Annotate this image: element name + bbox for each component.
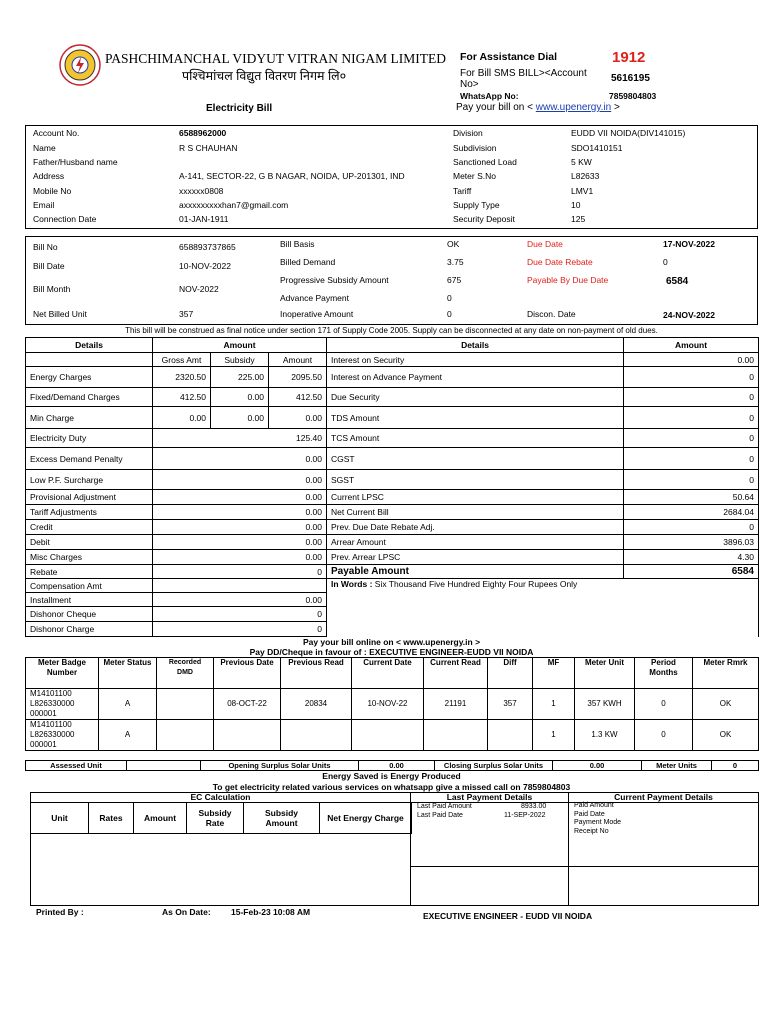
right-charge-amount: 50.64	[624, 490, 759, 505]
right-charge-amount: 0.00	[624, 353, 759, 367]
charge-gross: 412.50	[153, 388, 211, 407]
account-field-value: 5 KW	[571, 157, 592, 167]
ec-column-header: Net Energy Charge	[320, 803, 412, 834]
meter-cell: 357	[488, 689, 533, 720]
opening-surplus-value: 0.00	[359, 761, 435, 771]
meter-cell	[281, 720, 352, 751]
charge-amount: 0.00	[269, 407, 327, 429]
meter-cell: OK	[693, 720, 759, 751]
account-field-label: Tariff	[453, 186, 472, 196]
pay-online-suffix: >	[613, 102, 620, 113]
meter-column-header: Previous Date	[214, 658, 281, 689]
meter-cell	[352, 720, 424, 751]
charge-row	[26, 535, 759, 550]
right-charge-label: Prev. Due Date Rebate Adj.	[327, 520, 624, 535]
account-field-label: Connection Date	[33, 214, 97, 224]
details-header-right: Details	[327, 338, 624, 353]
right-charge-label: SGST	[327, 470, 624, 490]
meter-row	[26, 720, 759, 751]
closing-surplus-label: Closing Surplus Solar Units	[435, 761, 553, 771]
meter-cell: 1.3 KW	[575, 720, 635, 751]
meter-column-header: MF	[533, 658, 575, 689]
meter-cell: A	[99, 720, 157, 751]
charge-label: Misc Charges	[26, 550, 153, 565]
charge-row	[26, 520, 759, 535]
right-charge-label: Interest on Advance Payment	[327, 367, 624, 388]
billed-demand-label: Billed Demand	[280, 257, 336, 267]
assistance-label: For Assistance Dial	[460, 51, 558, 63]
meter-cell	[157, 689, 214, 720]
bill-month-value: NOV-2022	[179, 284, 219, 294]
charge-subsidy: 225.00	[211, 367, 269, 388]
printed-by-label: Printed By :	[36, 907, 84, 917]
ec-column-header: Unit	[31, 803, 89, 834]
discon-date-label: Discon. Date	[527, 309, 576, 319]
payment-bottom-divider	[410, 866, 759, 867]
charge-label: Energy Charges	[26, 367, 153, 388]
charge-row	[26, 388, 759, 407]
charge-gross: 0.00	[153, 407, 211, 429]
account-field-label: Division	[453, 128, 483, 138]
right-charge-amount: 0	[624, 367, 759, 388]
meter-column-header: Meter Rmrk	[693, 658, 759, 689]
details-header: Details	[26, 338, 153, 353]
right-charge-amount: 0	[624, 388, 759, 407]
upenergy-link[interactable]: www.upenergy.in	[535, 102, 612, 113]
charge-label: Dishonor Cheque	[26, 607, 153, 622]
right-charge-amount: 0	[624, 448, 759, 470]
amount-in-words	[327, 579, 759, 637]
account-field-label: Supply Type	[453, 200, 500, 210]
charge-label: Credit	[26, 520, 153, 535]
pay-cheque-note: Pay DD/Cheque in favour of : EXECUTIVE ENGINEER-EUDD VII NOIDA	[249, 647, 534, 657]
charge-label: Low P.F. Surcharge	[26, 470, 153, 490]
charge-label: Debit	[26, 535, 153, 550]
ec-calculation-title: EC Calculation	[190, 792, 251, 802]
charge-row	[26, 448, 759, 470]
charge-label: Min Charge	[26, 407, 153, 429]
charge-gross: 2320.50	[153, 367, 211, 388]
current-payment-field-label: Paid Date	[574, 810, 605, 818]
whatsapp-label: WhatsApp No:	[460, 91, 519, 101]
bill-title: Electricity Bill	[206, 103, 273, 114]
slogan: Energy Saved is Energy Produced	[322, 771, 461, 781]
ec-column-header: Subsidy Amount	[244, 803, 320, 834]
billed-demand-value: 3.75	[447, 257, 464, 267]
account-field-label: Meter S.No	[453, 171, 496, 181]
meter-table	[25, 657, 759, 751]
account-field-label: Address	[33, 171, 65, 181]
meter-column-header: Period Months	[635, 658, 693, 689]
charge-amount: 0.00	[153, 490, 327, 505]
meter-cell	[214, 720, 281, 751]
charge-amount: 2095.50	[269, 367, 327, 388]
last-paid-amount-value: 8933.00	[521, 803, 547, 810]
last-paid-date-value: 11-SEP-2022	[504, 812, 546, 819]
meter-column-header: Meter Unit	[575, 658, 635, 689]
gross-amt-header: Gross Amt	[153, 353, 211, 367]
account-field-value: EUDD VII NOIDA(DIV141015)	[571, 128, 686, 138]
bill-month-label: Bill Month	[33, 284, 71, 294]
solar-table	[25, 760, 759, 771]
pay-online-line	[456, 102, 620, 113]
meter-cell: 1	[533, 720, 575, 751]
ec-column-header: Rates	[89, 803, 134, 834]
charge-label: Tariff Adjustments	[26, 505, 153, 520]
charge-row	[26, 470, 759, 490]
account-field-label: Security Deposit	[453, 214, 515, 224]
net-billed-label: Net Billed Unit	[33, 309, 87, 319]
executive-engineer-signatory: EXECUTIVE ENGINEER - EUDD VII NOIDA	[423, 911, 593, 921]
in-words-label: In Words :	[331, 579, 373, 589]
meter-cell: 357 KWH	[575, 689, 635, 720]
charge-label: Excess Demand Penalty	[26, 448, 153, 470]
ec-column-header: Amount	[134, 803, 187, 834]
account-field-label: Account No.	[33, 128, 80, 138]
meter-cell	[157, 720, 214, 751]
bill-basis-label: Bill Basis	[280, 239, 315, 249]
right-charge-label: Arrear Amount	[327, 535, 624, 550]
charge-amount: 0.00	[153, 535, 327, 550]
subsidy-value: 675	[447, 275, 462, 285]
charge-amount	[153, 579, 327, 593]
meter-column-header: Recorded DMD	[157, 658, 214, 689]
meter-column-header: Current Read	[424, 658, 488, 689]
charge-amount: 0.00	[153, 550, 327, 565]
current-payment-title: Current Payment Details	[614, 792, 713, 802]
account-field-value: A-141, SECTOR-22, G B NAGAR, NOIDA, UP-201301, IND	[179, 171, 405, 181]
net-billed-value: 357	[179, 309, 194, 319]
bill-date-value: 10-NOV-2022	[179, 261, 231, 271]
due-date-value: 17-NOV-2022	[663, 239, 715, 249]
meter-row	[26, 689, 759, 720]
right-charge-label: TCS Amount	[327, 429, 624, 448]
current-payment-field-label: Paid Amount	[574, 802, 614, 809]
charge-amount: 412.50	[269, 388, 327, 407]
sms-label: For Bill SMS BILL><Account No>	[460, 68, 587, 90]
meter-cell: OK	[693, 689, 759, 720]
charge-row	[26, 429, 759, 448]
subsidy-label: Progressive Subsidy Amount	[280, 275, 389, 285]
in-words-value: Six Thousand Five Hundred Eighty Four Rupees Only	[374, 579, 578, 589]
assessed-unit-label: Assessed Unit	[26, 761, 127, 771]
meter-column-header: Meter Badge Number	[26, 658, 99, 689]
account-field-label: Mobile No	[33, 186, 72, 196]
ec-calculation-table	[30, 802, 412, 834]
account-field-label: Email	[33, 200, 55, 210]
right-charge-amount: 0	[624, 429, 759, 448]
charge-amount: 0.00	[153, 593, 327, 607]
charge-amount: 0.00	[153, 520, 327, 535]
company-name-english: PASHCHIMANCHAL VIDYUT VITRAN NIGAM LIMITED	[105, 51, 447, 66]
charge-row	[26, 550, 759, 565]
assistance-number: 1912	[612, 49, 646, 66]
meter-column-header: Current Date	[352, 658, 424, 689]
discon-date-value: 24-NOV-2022	[663, 310, 715, 320]
charge-amount: 0.00	[153, 470, 327, 490]
meter-column-header: Diff	[488, 658, 533, 689]
charge-amount: 0	[153, 607, 327, 622]
meter-cell: 0	[635, 689, 693, 720]
right-charge-amount: 3896.03	[624, 535, 759, 550]
charge-amount: 0.00	[153, 505, 327, 520]
right-charge-amount: 0	[624, 520, 759, 535]
as-on-date-value: 15-Feb-23 10:08 AM	[231, 907, 311, 917]
meter-cell	[488, 720, 533, 751]
charge-subsidy: 0.00	[211, 407, 269, 429]
meter-units-value: 0	[712, 761, 759, 771]
bill-no-label: Bill No	[33, 242, 58, 252]
account-field-value: 6588962000	[179, 128, 227, 138]
charge-amount: 0	[153, 622, 327, 637]
charge-label: Electricity Duty	[26, 429, 153, 448]
account-field-value: xxxxxx0808	[179, 186, 224, 196]
meter-cell: 0	[635, 720, 693, 751]
right-charge-amount: 4.30	[624, 550, 759, 565]
current-payment-box	[568, 792, 759, 906]
right-charge-label: Due Security	[327, 388, 624, 407]
bill-info-box	[25, 236, 758, 325]
pay-online-note: Pay your bill online on < www.upenergy.in >	[302, 637, 481, 647]
charges-subheader-blank	[26, 353, 153, 367]
meter-cell: M14101100 L826330000 000001	[26, 689, 99, 720]
right-charge-label: TDS Amount	[327, 407, 624, 429]
right-charge-label: Interest on Security	[327, 353, 624, 367]
as-on-date-label: As On Date:	[162, 907, 211, 917]
account-field-value: LMV1	[571, 186, 594, 196]
charges-subheader-row	[26, 353, 759, 367]
meter-cell: 08-OCT-22	[214, 689, 281, 720]
advance-label: Advance Payment	[280, 293, 349, 303]
charge-row	[26, 407, 759, 429]
last-payment-title: Last Payment Details	[446, 792, 533, 802]
pay-online-prefix: Pay your bill on <	[456, 102, 533, 113]
current-payment-field-label: Receipt No	[574, 827, 609, 835]
meter-units-label: Meter Units	[642, 761, 712, 771]
charge-row	[26, 367, 759, 388]
account-field-value: L82633	[571, 171, 600, 181]
whatsapp-number: 7859804803	[609, 91, 657, 101]
account-field-value: R S CHAUHAN	[179, 143, 238, 153]
ec-column-header: Subsidy Rate	[187, 803, 244, 834]
payable-by-due-label: Payable By Due Date	[527, 275, 609, 285]
bill-no-value: 658893737865	[179, 242, 236, 252]
account-field-value: SDO1410151	[571, 143, 623, 153]
company-logo	[59, 44, 101, 86]
last-paid-date-label: Last Paid Date	[417, 812, 463, 819]
whatsapp-service-note: To get electricity related various services on whatsapp give a missed call on 7859804803	[212, 782, 571, 792]
meter-cell: 20834	[281, 689, 352, 720]
opening-surplus-label: Opening Surplus Solar Units	[201, 761, 359, 771]
company-name-hindi: पश्चिमांचल विद्युत वितरण निगम लि०	[182, 69, 347, 83]
charge-amount: 125.40	[153, 429, 327, 448]
right-charge-label: CGST	[327, 448, 624, 470]
account-field-value: 01-JAN-1911	[179, 214, 229, 224]
meter-cell	[424, 720, 488, 751]
account-field-label: Name	[33, 143, 56, 153]
charge-amount: 0	[153, 565, 327, 579]
account-field-value: axxxxxxxxxhan7@gmail.com	[179, 200, 289, 210]
charge-label: Installment	[26, 593, 153, 607]
right-charge-label: Net Current Bill	[327, 505, 624, 520]
account-field-label: Subdivision	[453, 143, 497, 153]
amount-header: Amount	[153, 338, 327, 353]
payable-amount-label: Payable Amount	[327, 565, 624, 579]
advance-value: 0	[447, 293, 452, 303]
charge-label: Provisional Adjustment	[26, 490, 153, 505]
current-payment-field-label: Payment Mode	[574, 819, 622, 826]
last-paid-amount-label: Last Paid Amount	[417, 803, 472, 810]
right-charge-amount: 0	[624, 407, 759, 429]
meter-cell: M14101100 L826330000 000001	[26, 720, 99, 751]
bill-date-label: Bill Date	[33, 261, 65, 271]
charge-label: Fixed/Demand Charges	[26, 388, 153, 407]
amt-header: Amount	[269, 353, 327, 367]
charge-subsidy: 0.00	[211, 388, 269, 407]
account-field-value: 10	[571, 200, 581, 210]
meter-column-header: Meter Status	[99, 658, 157, 689]
charge-row	[26, 579, 759, 593]
charge-row	[26, 490, 759, 505]
right-charge-amount: 0	[624, 470, 759, 490]
account-field-value: 125	[571, 214, 586, 224]
inoperative-value: 0	[447, 309, 452, 319]
due-date-label: Due Date	[527, 239, 563, 249]
payable-by-due-value: 6584	[666, 276, 689, 287]
payable-amount-value: 6584	[624, 565, 759, 579]
rebate-label: Due Date Rebate	[527, 257, 593, 267]
charge-label: Compensation Amt	[26, 579, 153, 593]
amount-header-right: Amount	[624, 338, 759, 353]
charge-amount: 0.00	[153, 448, 327, 470]
charge-label: Dishonor Charge	[26, 622, 153, 637]
account-field-label: Father/Husband name	[33, 157, 118, 167]
right-charge-label: Current LPSC	[327, 490, 624, 505]
inoperative-label: Inoperative Amount	[280, 309, 354, 319]
meter-column-header: Previous Read	[281, 658, 352, 689]
charges-table	[25, 337, 759, 637]
charge-label: Rebate	[26, 565, 153, 579]
assessed-unit-value	[127, 761, 201, 771]
account-field-label: Sanctioned Load	[453, 157, 517, 167]
meter-cell: 10-NOV-22	[352, 689, 424, 720]
right-charge-amount: 2684.04	[624, 505, 759, 520]
meter-cell: 21191	[424, 689, 488, 720]
bill-basis-value: OK	[447, 239, 460, 249]
right-charge-label: Prev. Arrear LPSC	[327, 550, 624, 565]
subsidy-header: Subsidy	[211, 353, 269, 367]
meter-cell: 1	[533, 689, 575, 720]
sms-number: 5616195	[611, 73, 650, 84]
charge-row	[26, 505, 759, 520]
final-notice: This bill will be construed as final notice under section 171 of Supply Code 2005. Supply can be disconnected at any date on non-payment of old dues.	[125, 326, 658, 335]
meter-cell: A	[99, 689, 157, 720]
charge-row	[26, 565, 759, 579]
closing-surplus-value: 0.00	[553, 761, 642, 771]
rebate-value: 0	[663, 257, 668, 267]
